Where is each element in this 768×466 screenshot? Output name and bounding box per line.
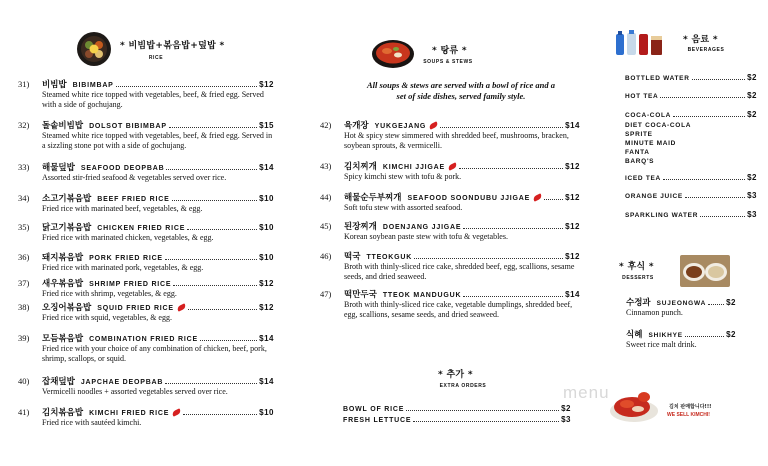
beverages-heading: * 음료 * (683, 35, 718, 45)
menu-item-38: 38) 오징어볶음밥 SQUID FRIED RICE $12 Fried rice with squid, vegetables, & egg. (18, 302, 274, 322)
menupages-watermark: menu (563, 383, 610, 402)
soups-subheading: SOUPS & STEWS (423, 59, 473, 65)
menu-item-45: 45) 된장찌개 DOENJANG JJIGAE $12 Korean soybean paste stew with tofu & vegetables. (320, 221, 580, 241)
beverage-bottles-image (614, 30, 664, 56)
menu-item-35: 35) 닭고기볶음밥 CHICKEN FRIED RICE $10 Fried rice with marinated chicken, vegetables, & egg. (18, 222, 274, 242)
soups-intro: All soups & stews are served with a bowl of rice and a set of side dishes, served family style. (367, 80, 555, 101)
menu-item-36: 36) 돼지볶음밥 PORK FRIED RICE $10 Fried rice with marinated pork, vegetables, & egg. (18, 252, 274, 272)
menu-item-41: 41) 김치볶음밥 KIMCHI FRIED RICE $10 Fried rice with sautéed kimchi. (18, 407, 274, 427)
extra-item-rice: BOWL OF RICE $2 (343, 404, 571, 413)
menu-item-44: 44) 해물순두부찌개 SEAFOOD SOONDUBU JJIGAE $12 Soft tofu stew with assorted seafood. (320, 192, 580, 212)
menu-item-32: 32) 돌솥비빔밥 DOLSOT BIBIMBAP $15 Steamed white rice topped with vegetables, beef, & fried egg. Served in a sizzling stone pot with a side of gochujang. (18, 120, 274, 150)
dessert-sujeongwa: 수정과 SUJEONGWA $2 Cinnamon punch. (626, 298, 736, 317)
spicy-pepper-icon (447, 162, 457, 170)
menu-item-46: 46) 떡국 TTEOKGUK $12 Broth with thinly-sliced rice cake, shredded beef, egg, scallions, sesame seeds, and dried seaweed. (320, 251, 580, 281)
extra-item-lettuce: FRESH LETTUCE $3 (343, 415, 571, 424)
spicy-pepper-icon (172, 408, 182, 416)
kimchi-promo-english: WE SELL KIMCHI! (667, 412, 710, 418)
menu-item-40: 40) 잡채덮밥 JAPCHAE DEOPBAB $14 Vermicelli noodles + assorted vegetables served over rice. (18, 376, 274, 396)
menu-item-42: 42) 육개장 YUKGEJANG $14 Hot & spicy stew simmered with shredded beef, mushrooms, bracken, soybean sprouts, & vermicelli. (320, 120, 580, 150)
beverage-sparkling-water: SPARKLING WATER $3 (625, 210, 757, 219)
spicy-pepper-icon (429, 121, 439, 129)
menu-item-43: 43) 김치찌개 KIMCHI JJIGAE $12 Spicy kimchi stew with tofu & pork. (320, 161, 580, 181)
dessert-shikhye: 식혜 SHIKHYE $2 Sweet rice malt drink. (626, 330, 736, 349)
dessert-bowls-image (680, 255, 730, 287)
menu-item-37: 37) 새우볶음밥 SHRIMP FRIED RICE $12 Fried rice with shrimp, vegetables, & egg. (18, 278, 274, 298)
menu-item-33: 33) 해물덮밥 SEAFOOD DEOPBAB $14 Assorted stir-fried seafood & vegetables served over rice. (18, 162, 274, 182)
menu-item-34: 34) 소고기볶음밥 BEEF FRIED RICE $10 Fried rice with marinated beef, vegetables, & egg. (18, 193, 274, 213)
beverages-subheading: BEVERAGES (687, 47, 725, 53)
stew-pot-image (371, 37, 415, 69)
kimchi-jar-image (608, 389, 660, 423)
soups-heading: * 탕류 * (432, 46, 467, 56)
menu-item-31: 31) 비빔밥 BIBIMBAP $12 Steamed white rice topped with vegetables, beef, & fried egg. Served with a side of gochujang. (18, 79, 274, 109)
beverage-iced-tea: ICED TEA $2 (625, 173, 757, 182)
desserts-heading: * 후식 * (619, 262, 654, 272)
menu-item-39: 39) 모듬볶음밥 COMBINATION FRIED RICE $14 Fried rice with your choice of any combination of chicken, beef, pork, shrimp, scallops, or squid. (18, 333, 274, 363)
beverage-soda-list: DIET COCA-COLA SPRITE MINUTE MAID FANTA BARQ'S (625, 122, 692, 165)
rice-subheading: RICE (148, 55, 164, 61)
beverage-orange-juice: ORANGE JUICE $3 (625, 191, 757, 200)
spicy-pepper-icon (532, 193, 542, 201)
extra-subheading: EXTRA ORDERS (439, 383, 487, 389)
kimchi-promo-korean: 김치 판매합니다!!! (669, 404, 712, 410)
desserts-subheading: DESSERTS (622, 275, 654, 281)
rice-bowl-image (76, 31, 112, 67)
beverage-bottled-water: BOTTLED WATER $2 (625, 73, 757, 82)
rice-heading: * 비빔밥+볶음밥+덮밥 * (120, 41, 225, 51)
beverage-hot-tea: HOT TEA $2 (625, 91, 757, 100)
spicy-pepper-icon (176, 303, 186, 311)
menu-item-47: 47) 떡만두국 TTEOK MANDUGUK $14 Broth with thinly-sliced rice cake, vegetable dumplings, shredded beef, egg, scallions, sesame seeds, and dried seaweed. (320, 289, 580, 319)
beverage-coca-cola: COCA-COLA $2 (625, 110, 757, 119)
extra-heading: * 추가 * (438, 370, 473, 380)
